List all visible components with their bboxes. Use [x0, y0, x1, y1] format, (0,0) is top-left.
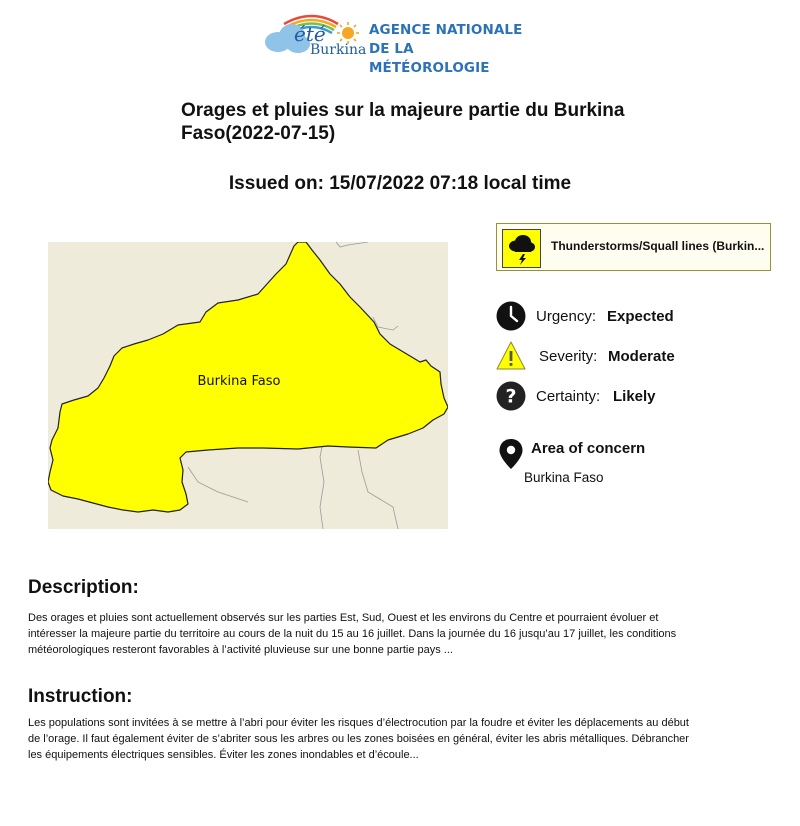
- alert-map[interactable]: [48, 242, 448, 529]
- svg-text:été: été: [294, 22, 326, 46]
- issued-timestamp: Issued on: 15/07/2022 07:18 local time: [228, 173, 572, 194]
- instruction-heading: Instruction:: [28, 686, 133, 707]
- clock-icon: [496, 301, 526, 331]
- thunderstorm-icon: [502, 229, 541, 268]
- certainty-label: Certainty:: [536, 388, 601, 405]
- description-text: Des orages et pluies sont actuellement observés sur les parties Est, Sud, Ouest et les environs du Centre et pourraient évoluer et intéresser la majeure partie du territoire au cours de la nuit du 15 au 16 juillet. Dans la journée du 16 jusqu’au 17 juillet, les conditions météorologiques resteront favorables à l’activité pluvieuse sur une bonne partie pays ...: [28, 612, 677, 656]
- area-of-concern-value: Burkina Faso: [524, 470, 604, 485]
- location-pin-icon: [499, 439, 523, 469]
- warning-triangle-icon: [496, 341, 526, 371]
- question-mark-icon: [496, 381, 526, 411]
- certainty-value: Likely: [613, 388, 656, 405]
- area-of-concern-heading: Area of concern: [531, 440, 646, 457]
- agency-logo: [262, 12, 532, 76]
- alert-title: Orages et pluies sur la majeure partie du Burkina Faso(2022-07-15): [181, 100, 625, 144]
- urgency-label: Urgency:: [536, 308, 597, 325]
- logo-wordmark: Burkina: [310, 42, 367, 58]
- event-type-box[interactable]: [496, 223, 771, 271]
- event-type-label: Thunderstorms/Squall lines (Burkin...: [551, 239, 765, 253]
- svg-text:?: ?: [505, 385, 517, 408]
- urgency-value: Expected: [607, 308, 674, 325]
- agency-name: AGENCE NATIONALE DE LA MÉTÉOROLOGIE: [369, 22, 523, 76]
- instruction-text: Les populations sont invitées à se mettre à l’abri pour éviter les risques d’électrocution par la foudre et éviter les déplacements au début de l’orage. Il faut également éviter de s’abriter sous les arbres ou les zones boisées en général, éviter les abris métalliques. Débrancher les équipements électriques sensibles. Éviter les zones inondables et d’écoule...: [28, 717, 689, 761]
- map-region-label: Burkina Faso: [197, 374, 281, 389]
- severity-value: Moderate: [608, 348, 675, 365]
- severity-label: Severity:: [539, 348, 598, 365]
- description-heading: Description:: [28, 577, 139, 598]
